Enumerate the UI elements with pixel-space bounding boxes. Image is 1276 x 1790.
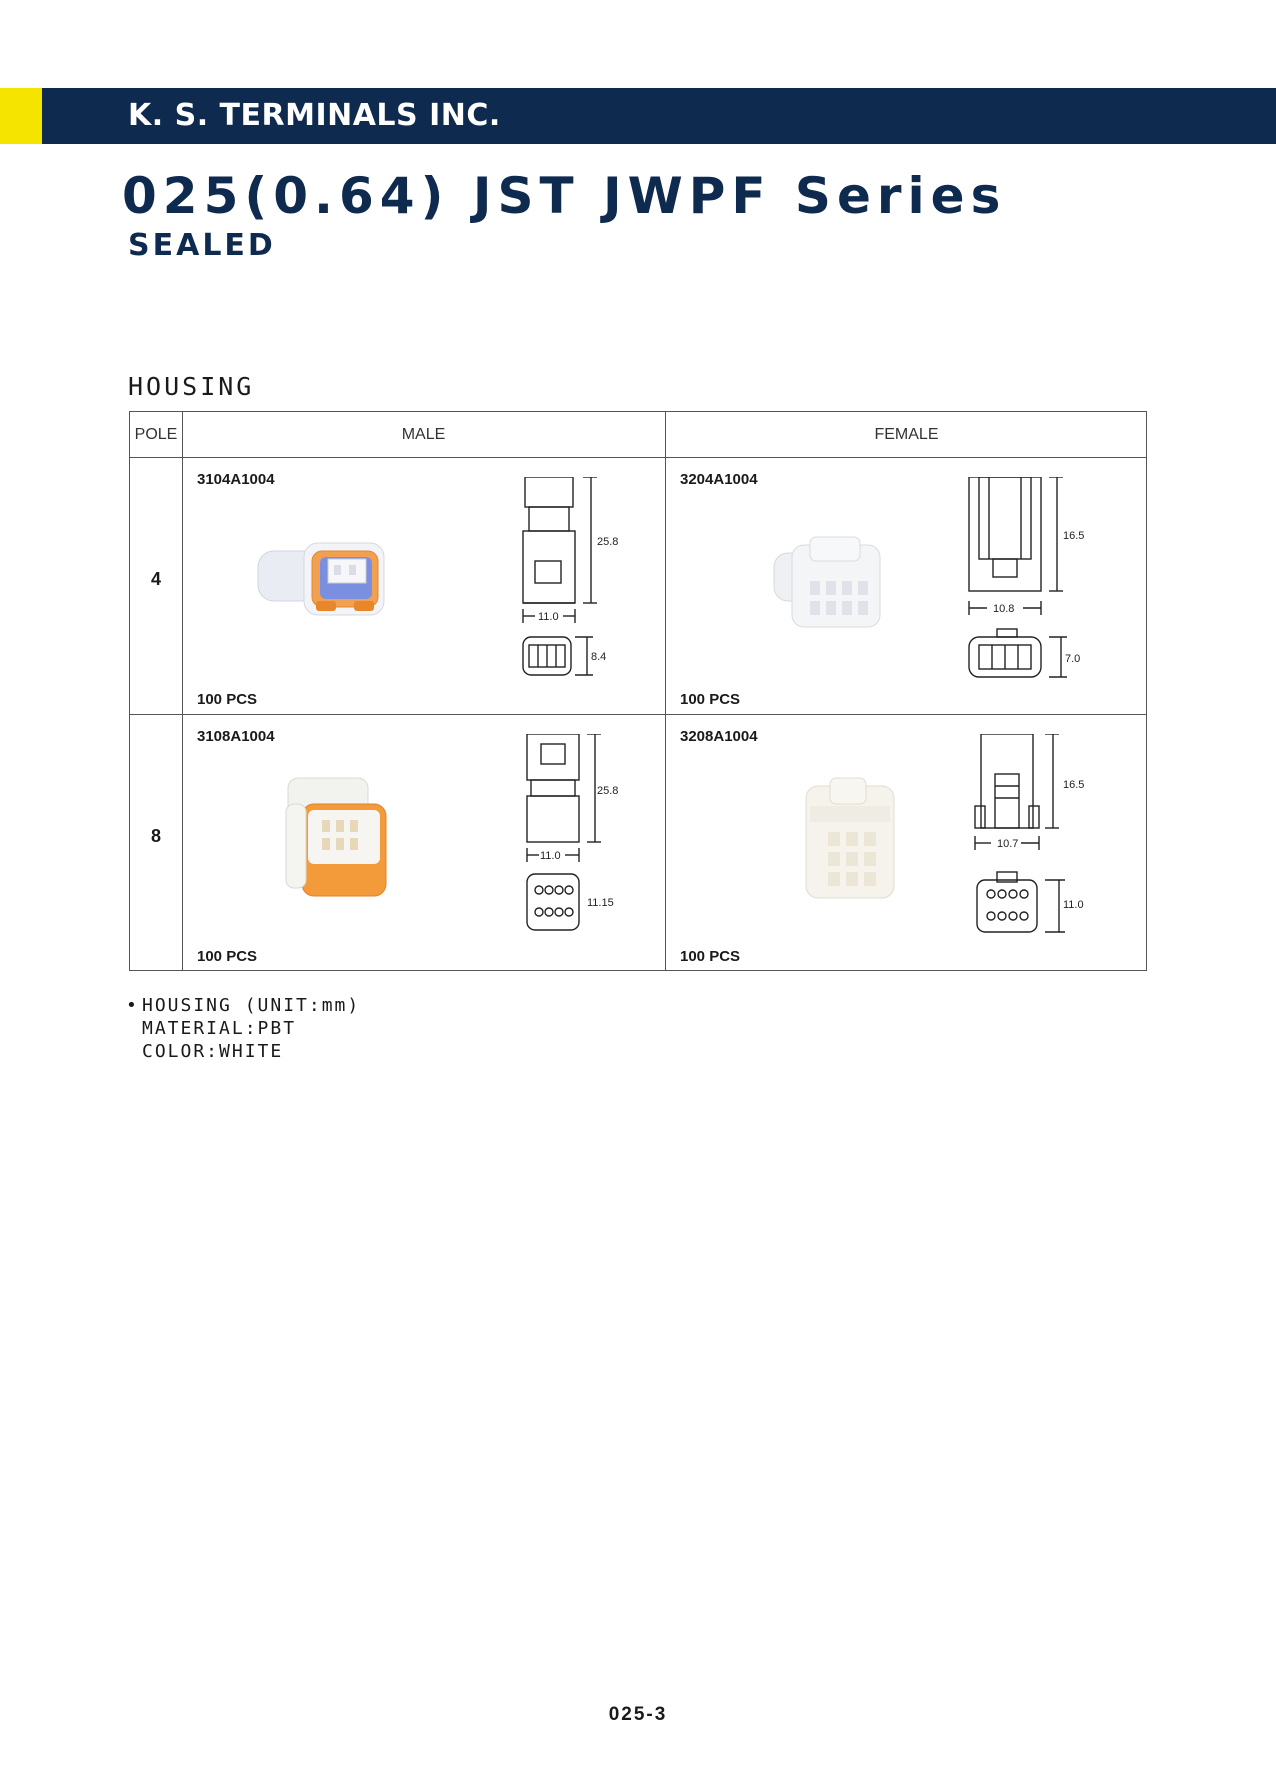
male-4-pole-cell: [182, 457, 665, 714]
package-quantity: 100 PCS: [680, 691, 741, 708]
section-label: HOUSING: [128, 372, 255, 401]
height-dimension: 25.8: [597, 536, 619, 548]
width-dimension: 10.8: [993, 603, 1015, 615]
column-header-pole: POLE: [134, 426, 178, 443]
depth-dimension: 11.0: [1063, 899, 1084, 911]
part-number: 3208A1004: [680, 728, 758, 745]
housing-table: [129, 411, 1147, 971]
depth-dimension: 8.4: [591, 651, 607, 663]
pole-value: 4: [150, 569, 161, 589]
page-title: 025(0.64) JST JWPF Series: [122, 167, 1007, 225]
female-8-pole-cell: [665, 714, 1148, 971]
note-material: MATERIAL:PBT: [142, 1018, 297, 1039]
depth-dimension: 11.15: [587, 897, 614, 909]
female-4-pole-cell: [665, 457, 1148, 714]
banner-accent: [0, 88, 42, 144]
connector-photo: [800, 776, 900, 906]
dimension-drawing: [965, 734, 1105, 954]
depth-dimension: 7.0: [1065, 653, 1081, 665]
package-quantity: 100 PCS: [680, 948, 741, 965]
bullet-icon: •: [126, 995, 139, 1016]
height-dimension: 16.5: [1063, 779, 1085, 791]
part-number: 3204A1004: [680, 471, 758, 488]
part-number: 3108A1004: [197, 728, 275, 745]
dimension-drawing: [965, 477, 1105, 697]
page-number: 025-3: [608, 1704, 668, 1725]
page-subtitle: SEALED: [128, 228, 276, 263]
connector-photo: [282, 774, 392, 904]
dimension-drawing: [507, 734, 647, 954]
height-dimension: 16.5: [1063, 530, 1085, 542]
part-number: 3104A1004: [197, 471, 275, 488]
connector-photo: [770, 535, 890, 635]
width-dimension: 10.7: [997, 838, 1019, 850]
package-quantity: 100 PCS: [197, 948, 258, 965]
width-dimension: 11.0: [540, 850, 561, 862]
male-8-pole-cell: [182, 714, 665, 971]
housing-notes: [126, 994, 360, 1063]
note-color: COLOR:WHITE: [142, 1041, 284, 1062]
height-dimension: 25.8: [597, 785, 619, 797]
note-unit: HOUSING (UNIT:mm): [142, 995, 361, 1016]
width-dimension: 11.0: [538, 611, 559, 623]
package-quantity: 100 PCS: [197, 691, 258, 708]
column-header-female: FEMALE: [874, 426, 939, 443]
connector-photo: [254, 529, 404, 629]
column-header-male: MALE: [401, 426, 446, 443]
pole-value: 8: [150, 826, 161, 846]
company-name: K. S. TERMINALS INC.: [128, 98, 501, 133]
dimension-drawing: [507, 477, 647, 697]
